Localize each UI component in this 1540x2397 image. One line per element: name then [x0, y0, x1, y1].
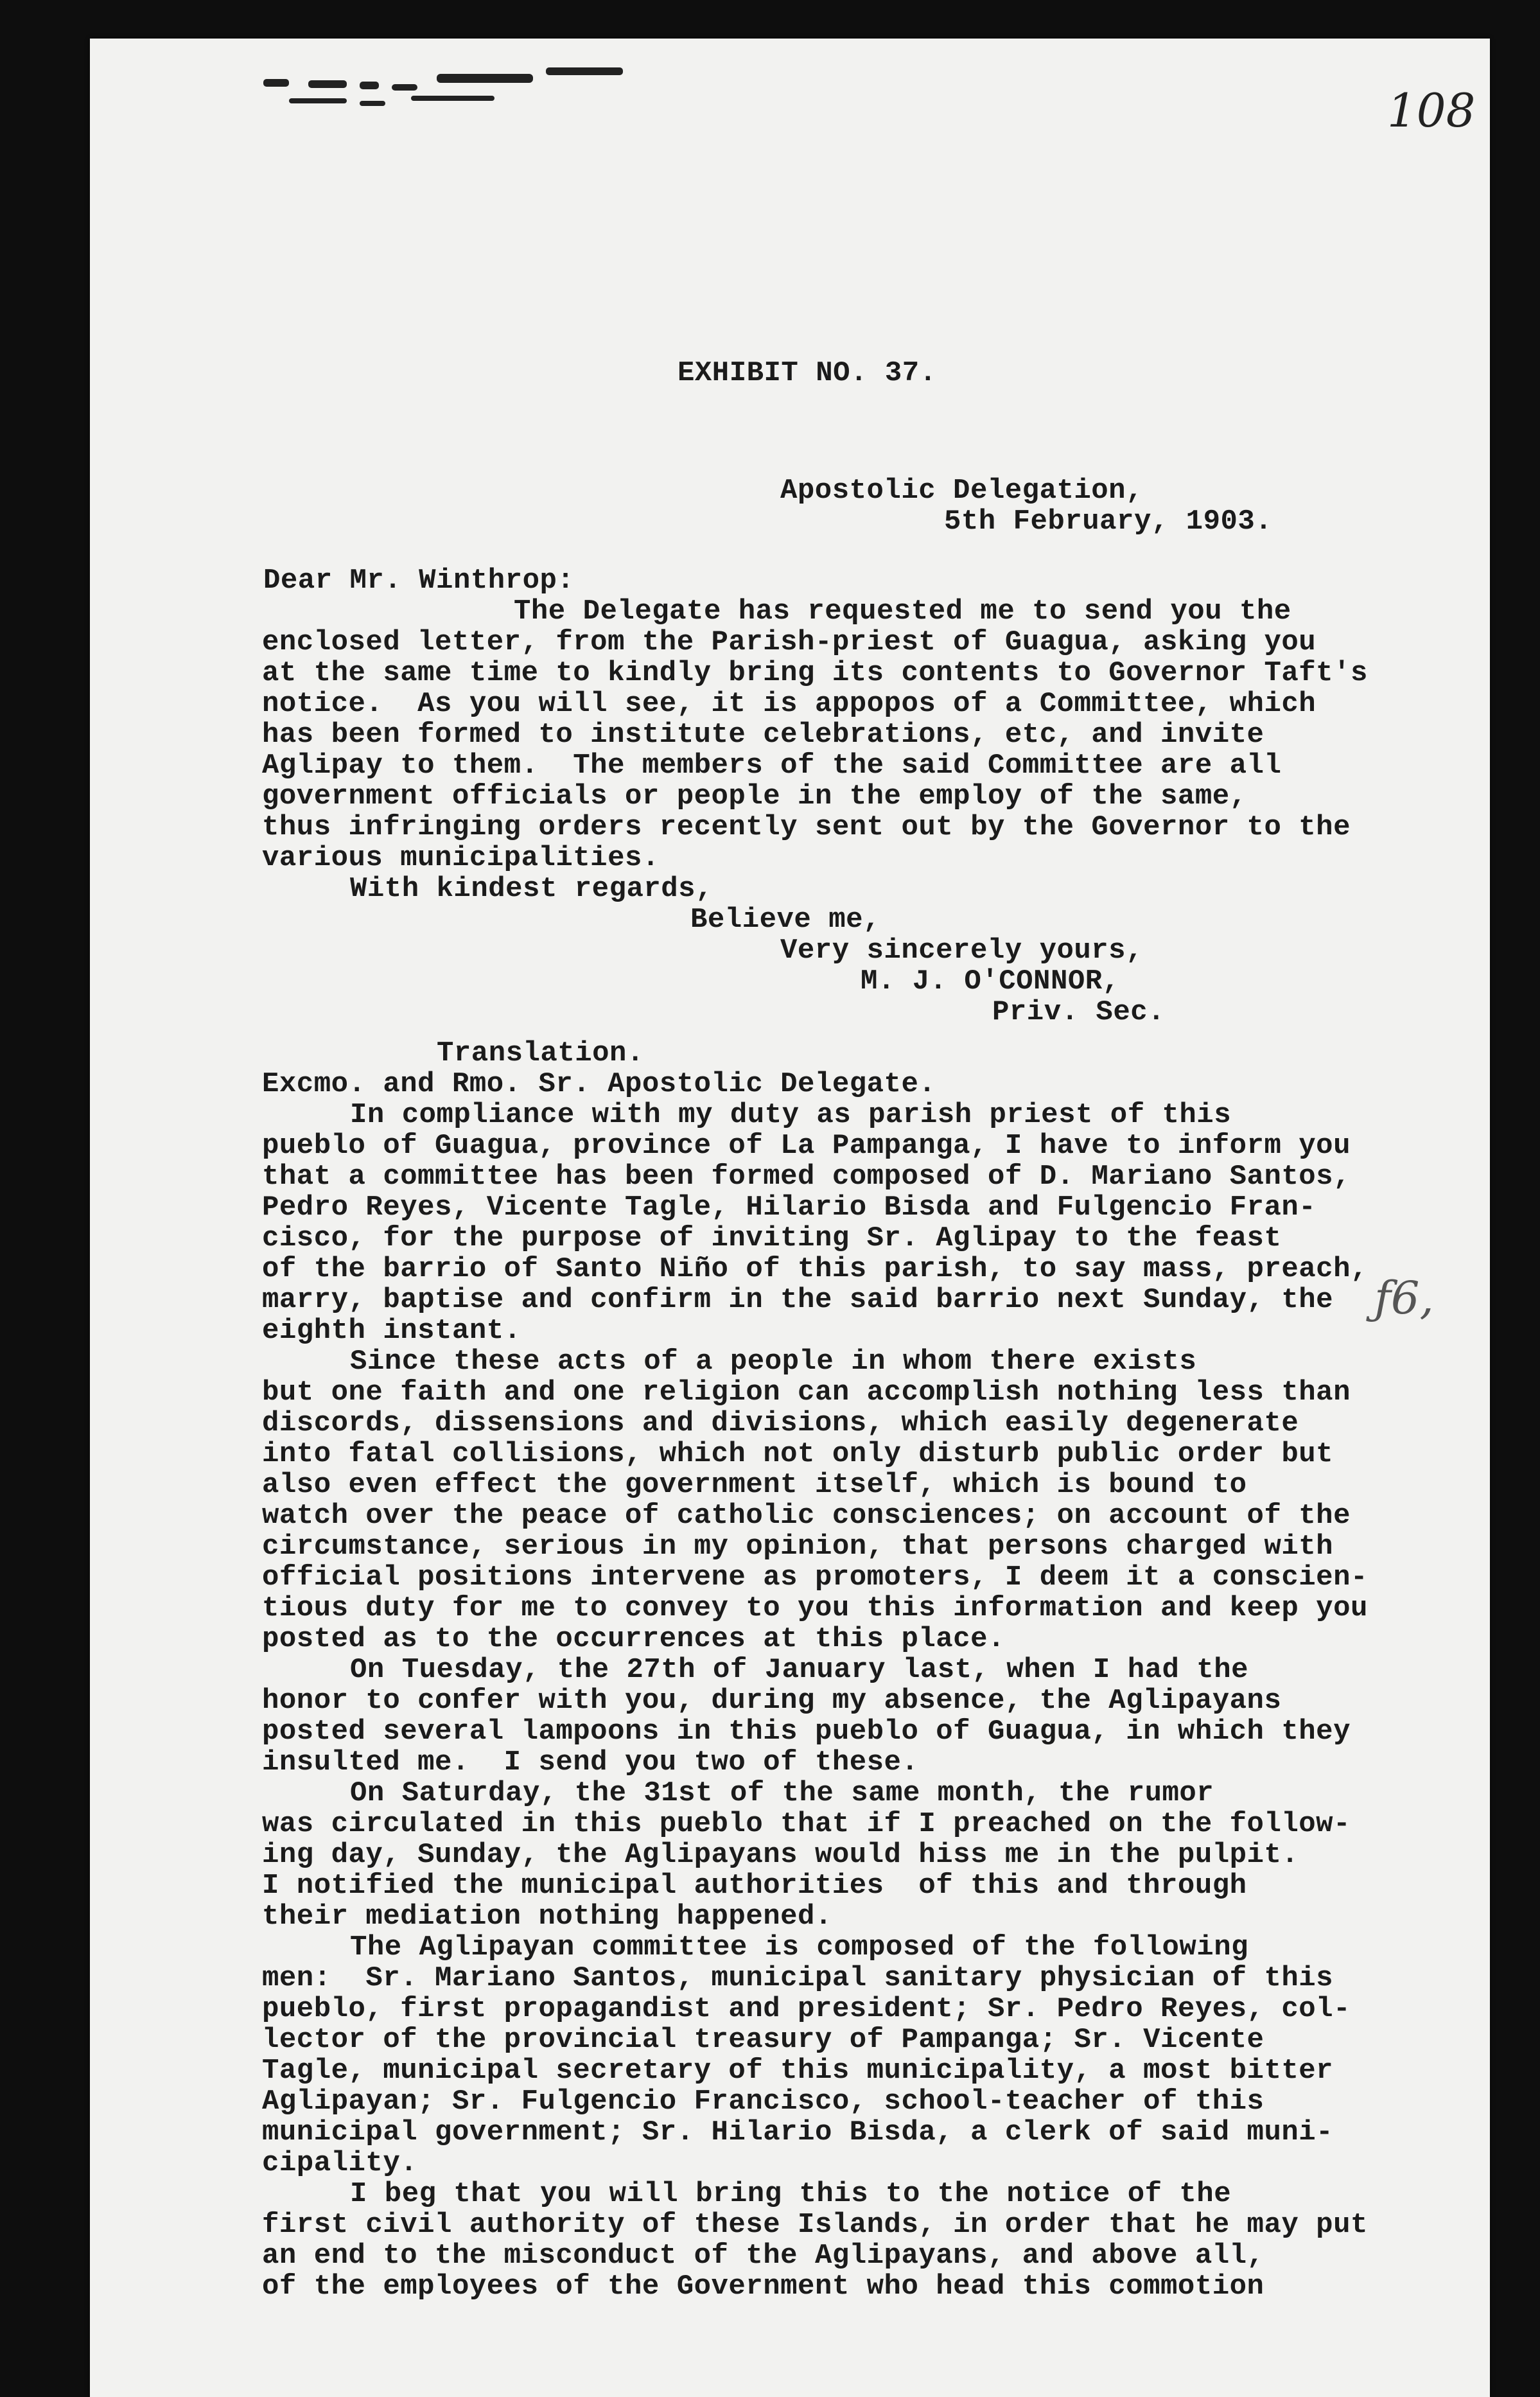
translation-line: circumstance, serious in my opinion, that persons charged with: [262, 1531, 1334, 1563]
translation-line: On Tuesday, the 27th of January last, when I had the: [350, 1654, 1249, 1686]
letter-body-line: has been formed to institute celebrations, etc, and invite: [262, 719, 1264, 751]
translation-line: Tagle, municipal secretary of this municipality, a most bitter: [262, 2055, 1334, 2087]
translation-line: official positions intervene as promoters, I deem it a conscien-: [262, 1561, 1368, 1594]
letter-body-line: notice. As you will see, it is appopos of a Committee, which: [262, 688, 1317, 720]
translation-line: was circulated in this pueblo that if I preached on the follow-: [262, 1808, 1351, 1840]
translation-line: I beg that you will bring this to the notice of the: [350, 2178, 1232, 2210]
translation-line: marry, baptise and confirm in the said barrio next Sunday, the: [262, 1284, 1334, 1316]
letter-body-line: various municipalities.: [262, 842, 660, 874]
translation-line: into fatal collisions, which not only disturb public order but: [262, 1438, 1334, 1470]
translation-line: pueblo, first propagandist and president; Sr. Pedro Reyes, col-: [262, 1993, 1351, 2025]
translation-line: On Saturday, the 31st of the same month, the rumor: [350, 1777, 1214, 1809]
translation-line: discords, dissensions and divisions, which easily degenerate: [262, 1407, 1299, 1439]
letter-body-line: The Delegate has requested me to send you the: [514, 595, 1291, 628]
signature-name: M. J. O'CONNOR,: [861, 965, 1120, 997]
translation-line: The Aglipayan committee is composed of the following: [350, 1931, 1249, 1963]
translation-line: an end to the misconduct of the Aglipayans, and above all,: [262, 2240, 1264, 2272]
letter-closing: Believe me,: [690, 904, 880, 936]
translation-line: lector of the provincial treasury of Pampanga; Sr. Vicente: [262, 2024, 1264, 2056]
translation-line: of the barrio of Santo Niño of this parish, to say mass, preach,: [262, 1253, 1368, 1285]
letter-body-line: government officials or people in the employ of the same,: [262, 780, 1247, 812]
translation-line: honor to confer with you, during my absence, the Aglipayans: [262, 1685, 1282, 1717]
letter-body-line: With kindest regards,: [350, 873, 713, 905]
translation-line: first civil authority of these Islands, in order that he may put: [262, 2209, 1368, 2241]
translation-line: In compliance with my duty as parish priest of this: [350, 1099, 1232, 1131]
letter-body-line: Aglipay to them. The members of the said Committee are all: [262, 750, 1282, 782]
signature-title: Priv. Sec.: [992, 996, 1166, 1028]
translation-line: their mediation nothing happened.: [262, 1901, 832, 1933]
translation-line: watch over the peace of catholic consciences; on account of the: [262, 1500, 1351, 1532]
exhibit-title: EXHIBIT NO. 37.: [678, 357, 937, 389]
translation-line: municipal government; Sr. Hilario Bisda, a clerk of said muni-: [262, 2116, 1334, 2148]
translation-line: Aglipayan; Sr. Fulgencio Francisco, school-teacher of this: [262, 2085, 1264, 2118]
translation-line: pueblo of Guagua, province of La Pampanga, I have to inform you: [262, 1130, 1351, 1162]
translation-line: cisco, for the purpose of inviting Sr. Aglipay to the feast: [262, 1222, 1282, 1254]
translation-line: cipality.: [262, 2147, 418, 2179]
sender-org: Apostolic Delegation,: [780, 475, 1143, 507]
translation-line: eighth instant.: [262, 1315, 521, 1347]
translation-line: men: Sr. Mariano Santos, municipal sanitary physician of this: [262, 1962, 1334, 1994]
translation-line: but one faith and one religion can accomplish nothing less than: [262, 1376, 1351, 1409]
translation-line: posted as to the occurrences at this place.: [262, 1623, 1005, 1655]
translation-line: insulted me. I send you two of these.: [262, 1746, 919, 1778]
salutation: Dear Mr. Winthrop:: [263, 565, 575, 597]
letter-body-line: enclosed letter, from the Parish-priest of Guagua, asking you: [262, 626, 1317, 658]
translation-line: that a committee has been formed composed of D. Mariano Santos,: [262, 1161, 1351, 1193]
letter-body-line: thus infringing orders recently sent out by the Governor to the: [262, 811, 1351, 843]
translation-line: Pedro Reyes, Vicente Tagle, Hilario Bisda and Fulgencio Fran-: [262, 1191, 1317, 1224]
page-number: 108: [1387, 83, 1476, 137]
translation-line: I notified the municipal authorities of this and through: [262, 1870, 1247, 1902]
letter-date: 5th February, 1903.: [944, 505, 1273, 538]
translation-line: Since these acts of a people in whom there exists: [350, 1346, 1197, 1378]
complimentary-close: Very sincerely yours,: [780, 935, 1143, 967]
translation-line: tious duty for me to convey to you this information and keep you: [262, 1592, 1368, 1624]
margin-annotation: ƒ6,: [1374, 1272, 1434, 1324]
translation-line: ing day, Sunday, the Aglipayans would hiss me in the pulpit.: [262, 1839, 1299, 1871]
translation-line: also even effect the government itself, which is bound to: [262, 1469, 1247, 1501]
ink-smudge-marks: [263, 67, 674, 112]
translation-line: of the employees of the Government who head this commotion: [262, 2270, 1264, 2303]
translation-address: Excmo. and Rmo. Sr. Apostolic Delegate.: [262, 1068, 936, 1100]
translation-heading: Translation.: [437, 1037, 644, 1069]
letter-body-line: at the same time to kindly bring its contents to Governor Taft's: [262, 657, 1368, 689]
translation-line: posted several lampoons in this pueblo of Guagua, in which they: [262, 1716, 1351, 1748]
